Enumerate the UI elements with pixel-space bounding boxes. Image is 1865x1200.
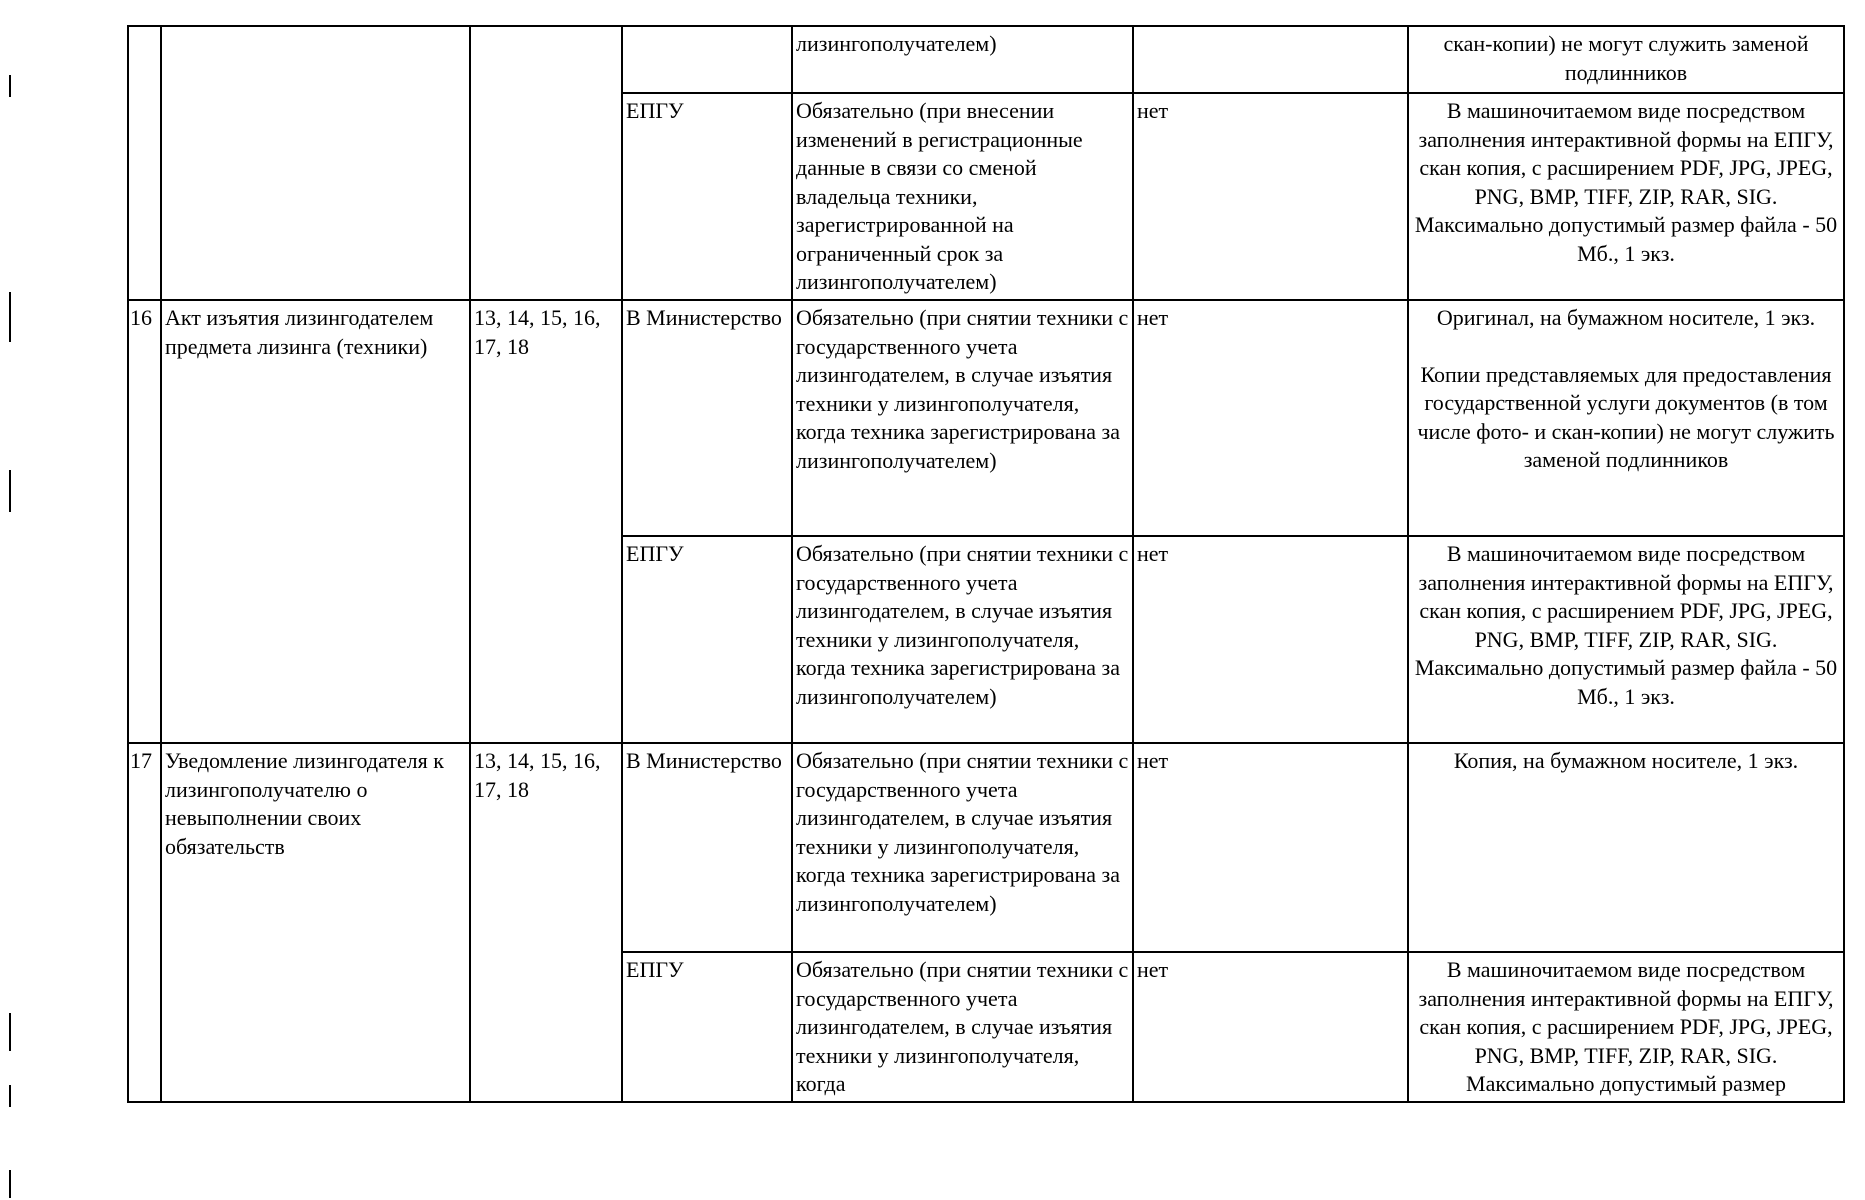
cell-requirements: В машиночитаемом виде посредством заполнения интерактивной формы на ЕПГУ, скан копия, с расширением PDF, JPG, JPEG, PNG, BMP, TIFF, ZIP, RAR, SIG. Максимально допустимый размер — [1408, 952, 1844, 1102]
cell-requirements: скан-копии) не могут служить заменой подлинников — [1408, 26, 1844, 93]
cell-clauses — [470, 26, 622, 300]
margin-mark — [9, 75, 11, 97]
margin-mark — [9, 1170, 11, 1198]
cell-channel — [622, 26, 792, 93]
cell-number — [128, 26, 161, 300]
requirements-copies-note: Копии представляемых для предоставления государственной услуги документов (в том числе фото- и скан-копии) не могут служить заменой подлинников — [1417, 361, 1835, 472]
cell-document-name: Уведомление лизингодателя к лизингополучателю о невыполнении своих обязательств — [161, 743, 470, 1102]
margin-mark — [9, 1085, 11, 1107]
cell-requirements: В машиночитаемом виде посредством заполнения интерактивной формы на ЕПГУ, скан копия, с расширением PDF, JPG, JPEG, PNG, BMP, TIFF, ZIP, RAR, SIG. Максимально допустимый размер файла - 50 Мб., 1 экз. — [1408, 536, 1844, 743]
cell-sample: нет — [1133, 93, 1408, 300]
table-row — [128, 300, 1844, 536]
table-row — [128, 743, 1844, 952]
cell-clauses: 13, 14, 15, 16, 17, 18 — [470, 743, 622, 1102]
requirements-original: Оригинал, на бумажном носителе, 1 экз. — [1436, 305, 1816, 330]
margin-mark — [9, 470, 11, 512]
cell-sample — [1133, 26, 1408, 93]
cell-requirements — [1408, 300, 1844, 536]
margin-mark — [9, 1013, 11, 1051]
cell-sample: нет — [1133, 952, 1408, 1102]
cell-condition: Обязательно (при снятии техники с государственного учета лизингодателем, в случае изъятия техники у лизингополучателя, когда техника зарегистрирована за лизингополучателем) — [792, 743, 1133, 952]
cell-requirements: В машиночитаемом виде посредством заполнения интерактивной формы на ЕПГУ, скан копия, с расширением PDF, JPG, JPEG, PNG, BMP, TIFF, ZIP, RAR, SIG. Максимально допустимый размер файла - 50 Мб., 1 экз. — [1408, 93, 1844, 300]
cell-channel: ЕПГУ — [622, 952, 792, 1102]
cell-condition: лизингополучателем) — [792, 26, 1133, 93]
cell-channel: В Министерство — [622, 300, 792, 536]
cell-requirements: Копия, на бумажном носителе, 1 экз. — [1408, 743, 1844, 952]
cell-sample: нет — [1133, 743, 1408, 952]
cell-channel: ЕПГУ — [622, 93, 792, 300]
cell-document-name — [161, 26, 470, 300]
cell-condition: Обязательно (при снятии техники с государственного учета лизингодателем, в случае изъятия техники у лизингополучателя, когда — [792, 952, 1133, 1102]
cell-condition: Обязательно (при снятии техники с государственного учета лизингодателем, в случае изъятия техники у лизингополучателя, когда техника зарегистрирована за лизингополучателем) — [792, 300, 1133, 536]
cell-condition: Обязательно (при снятии техники с государственного учета лизингодателем, в случае изъятия техники у лизингополучателя, когда техника зарегистрирована за лизингополучателем) — [792, 536, 1133, 743]
cell-number: 17 — [128, 743, 161, 1102]
cell-clauses: 13, 14, 15, 16, 17, 18 — [470, 300, 622, 743]
margin-mark — [9, 292, 11, 342]
documents-table — [127, 25, 1845, 1103]
cell-sample: нет — [1133, 300, 1408, 536]
table-row — [128, 26, 1844, 93]
cell-number: 16 — [128, 300, 161, 743]
cell-condition: Обязательно (при внесении изменений в регистрационные данные в связи со сменой владельца техники, зарегистрированной на ограниченный срок за лизингополучателем) — [792, 93, 1133, 300]
cell-sample: нет — [1133, 536, 1408, 743]
cell-document-name: Акт изъятия лизингодателем предмета лизинга (техники) — [161, 300, 470, 743]
cell-channel: ЕПГУ — [622, 536, 792, 743]
cell-channel: В Министерство — [622, 743, 792, 952]
